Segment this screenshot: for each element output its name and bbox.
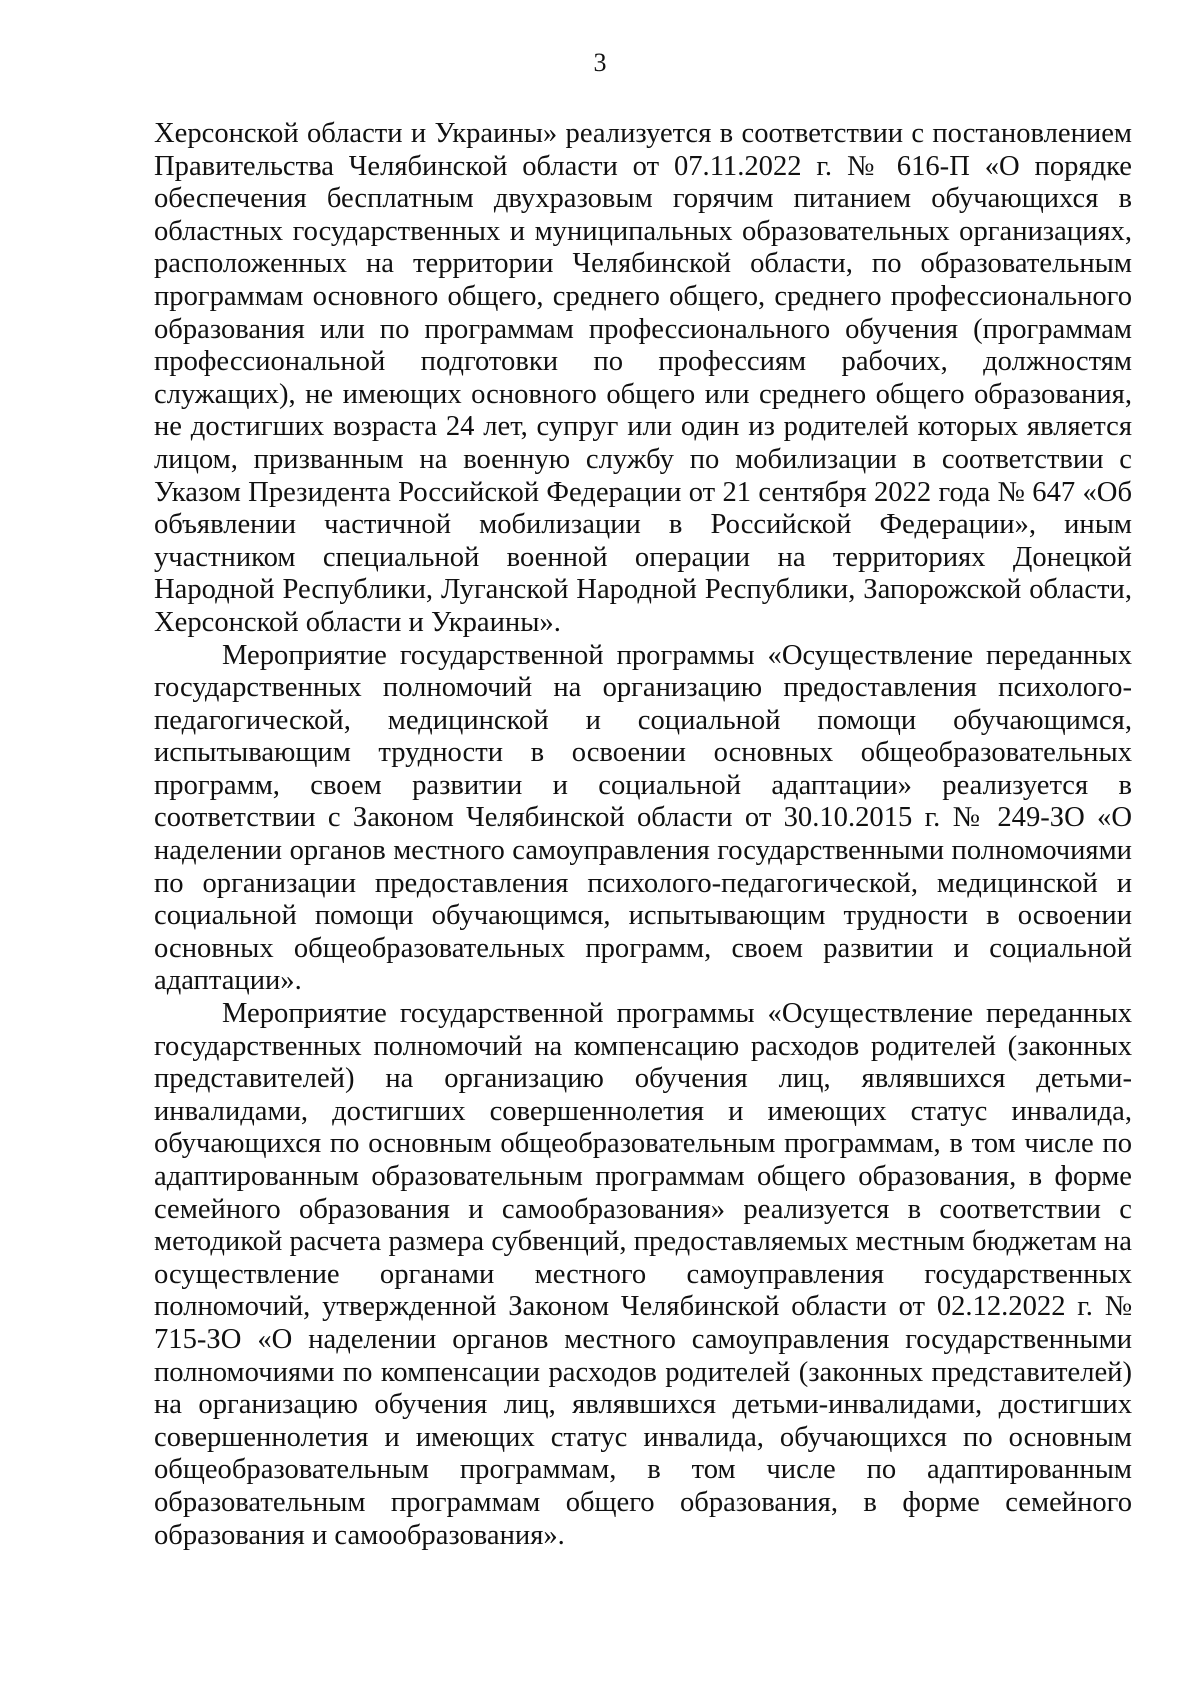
paragraph-parent-compensation: Мероприятие государственной программы «Осуществление переданных государственных полномочий на компенсацию расходов родителей (законных представителей) на организацию обучения лиц, являвшихся детьми-инвалидами, достигших совершеннолетия и имеющих статус инвалида, обучающихся по основным общеобразовательным программам, в том числе по адаптированным образовательным программам общего образования, в форме семейного образования и самообразования» реализуется в соответствии с методикой расчета размера субвенций, предоставляемых местным бюджетам на осуществление органами местного самоуправления государственных полномочий, утвержденной Законом Челябинской области от 02.12.2022 г. № 715-ЗО «О наделении органов местного самоуправления государственными полномочиями по компенсации расходов родителей (законных представителей) на организацию обучения лиц, являвшихся детьми-инвалидами, достигших совершеннолетия и имеющих статус инвалида, обучающихся по основным общеобразовательным программам, в том числе по адаптированным образовательным программам общего образования, в форме семейного образования и самообразования». — [154, 998, 1132, 1551]
document-body — [154, 118, 1132, 1552]
page-number: 3 — [593, 48, 607, 77]
paragraph-psychological-assistance: Мероприятие государственной программы «Осуществление переданных государственных полномочий на организацию предоставления психолого-педагогической, медицинской и социальной помощи обучающимся, испытывающим трудности в освоении основных общеобразовательных программ, своем развитии и социальной адаптации» реализуется в соответствии с Законом Челябинской области от 30.10.2015 г. № 249-ЗО «О наделении органов местного самоуправления государственными полномочиями по организации предоставления психолого-педагогической, медицинской и социальной помощи обучающимся, испытывающим трудности в освоении основных общеобразовательных программ, своем развитии и социальной адаптации». — [154, 639, 1132, 997]
paragraph-continuation: Херсонской области и Украины» реализуется в соответствии с постановлением Правительства Челябинской области от 07.11.2022 г. № 616-П «О порядке обеспечения бесплатным двухразовым горячим питанием обучающихся в областных государственных и муниципальных образовательных организациях, расположенных на территории Челябинской области, по образовательным программам основного общего, среднего общего, среднего профессионального образования или по программам профессионального обучения (программам профессиональной подготовки по профессиям рабочих, должностям служащих), не имеющих основного общего или среднего общего образования, не достигших возраста 24 лет, супруг или один из родителей которых является лицом, призванным на военную службу по мобилизации в соответствии с Указом Президента Российской Федерации от 21 сентября 2022 года № 647 «Об объявлении частичной мобилизации в Российской Федерации», иным участником специальной военной операции на территориях Донецкой Народной Республики, Луганской Народной Республики, Запорожской области, Херсонской области и Украины». — [154, 118, 1132, 638]
